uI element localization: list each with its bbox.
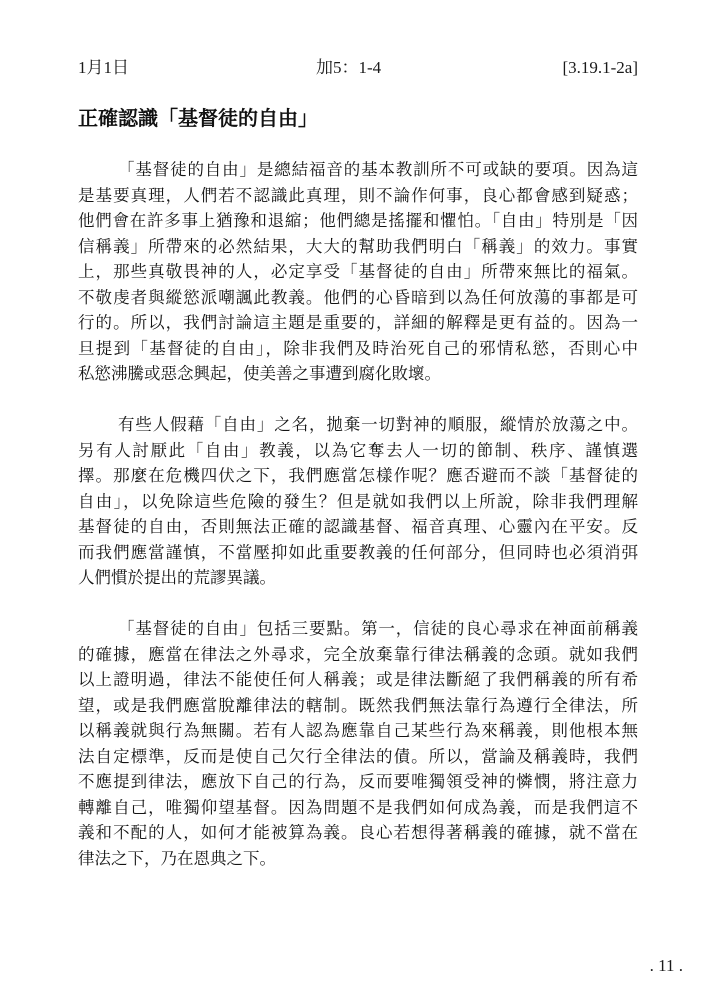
text-line: 信稱義」所帶來的必然結果，大大的幫助我們明白「稱義」的效力。事實 bbox=[78, 236, 638, 256]
paragraph-3 bbox=[78, 616, 638, 871]
text-line: 不敬虔者與縱慾派嘲諷此教義。他們的心昏暗到以為任何放蕩的事都是可 bbox=[78, 287, 638, 307]
text-line: 有些人假藉「自由」之名，拋棄一切對神的順服，縱情於放蕩之中。 bbox=[118, 415, 638, 434]
paragraph-1 bbox=[78, 157, 638, 387]
header-section-code: [3.19.1-2a] bbox=[562, 58, 638, 77]
text-line: 義和不配的人，如何才能被算為義。良心若想得著稱義的確據，就不當在 bbox=[78, 823, 638, 842]
text-line: 「基督徒的自由」是總結福音的基本教訓所不可或缺的要項。因為這 bbox=[118, 160, 638, 179]
text-line: 行的。所以，我們討論這主題是重要的，詳細的解釋是更有益的。因為一 bbox=[78, 313, 638, 332]
text-line: 的確據，應當在律法之外尋求，完全放棄靠行律法稱義的念頭。就如我們 bbox=[78, 644, 638, 664]
text-line: 以稱義就與行為無關。若有人認為應靠自己某些行為來稱義，則他根本無 bbox=[78, 721, 638, 740]
text-line: 基督徒的自由，否則無法正確的認識基督、福音真理、心靈內在平安。反 bbox=[78, 517, 638, 536]
text-line: 私慾沸騰或惡念興起，使美善之事遭到腐化敗壞。 bbox=[78, 364, 441, 383]
text-line: 他們會在許多事上猶豫和退縮；他們總是搖擺和懼怕。「自由」特別是「因 bbox=[78, 211, 638, 230]
text-line: 擇。那麼在危機四伏之下，我們應當怎樣作呢？應否避而不談「基督徒的 bbox=[78, 466, 638, 485]
text-line: 轉離自己，唯獨仰望基督。因為問題不是我們如何成為義，而是我們這不 bbox=[78, 797, 638, 817]
text-line: 而我們應當謹慎，不當壓抑如此重要教義的任何部分，但同時也必須消弭 bbox=[78, 542, 638, 562]
text-line: 律法之下，乃在恩典之下。 bbox=[78, 848, 276, 868]
text-line: 以上證明過，律法不能使任何人稱義；或是律法斷絕了我們稱義的所有希 bbox=[78, 670, 638, 689]
page-header bbox=[78, 57, 638, 79]
text-line: 上，那些真敬畏神的人，必定享受「基督徒的自由」所帶來無比的福氣。 bbox=[78, 262, 638, 281]
body-text bbox=[78, 157, 638, 897]
header-scripture-reference: 加5：1-4 bbox=[316, 58, 382, 77]
text-line: 是基要真理，人們若不認識此真理，則不論作何事，良心都會感到疑惑； bbox=[78, 185, 638, 205]
paragraph-2 bbox=[78, 412, 638, 591]
text-line: 另有人討厭此「自由」教義，以為它奪去人一切的節制、秩序、謹慎選 bbox=[78, 440, 638, 460]
header-date: 1月1日 bbox=[78, 58, 129, 77]
text-line: 望，或是我們應當脫離律法的轄制。既然我們無法靠行為遵行全律法，所 bbox=[78, 695, 638, 715]
text-line: 人們慣於提出的荒謬異議。 bbox=[78, 568, 276, 587]
page-number: . 11 . bbox=[649, 956, 683, 975]
text-line: 法自定標準，反而是使自己欠行全律法的債。所以，當論及稱義時，我們 bbox=[78, 746, 638, 766]
page-title: 正確認識「基督徒的自由」 bbox=[78, 106, 318, 130]
text-line: 旦提到「基督徒的自由」，除非我們及時治死自己的邪情私慾，否則心中 bbox=[78, 338, 638, 358]
text-line: 自由」，以免除這些危險的發生？但是就如我們以上所說，除非我們理解 bbox=[78, 491, 638, 511]
text-line: 不應提到律法，應放下自己的行為，反而要唯獨領受神的憐憫，將注意力 bbox=[78, 772, 638, 791]
text-line: 「基督徒的自由」包括三要點。第一，信徒的良心尋求在神面前稱義 bbox=[118, 619, 638, 638]
